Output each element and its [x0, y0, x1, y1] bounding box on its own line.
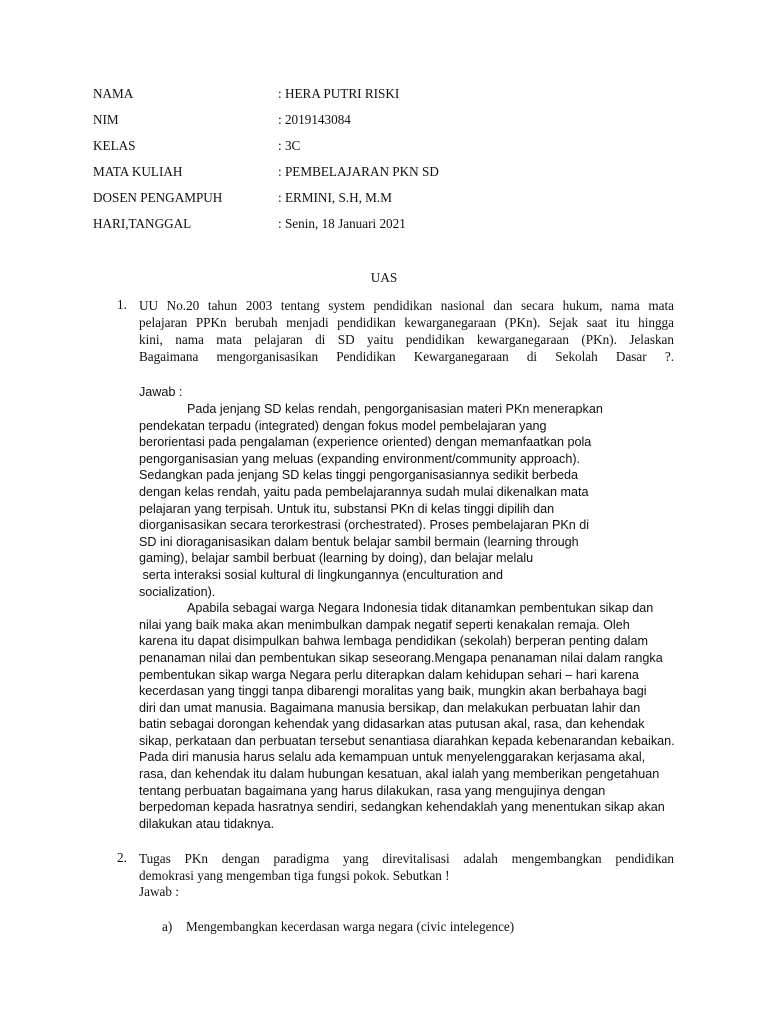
answer-line: diri dan umat manusia. Bagaimana manusia bersikap, dan melakukan perbuatan lahir dan — [139, 700, 641, 715]
answer-line: dengan kelas rendah, yaitu pada pembelajarannya sudah mulai dikenalkan mata — [139, 484, 589, 499]
value-nama: : HERA PUTRI RISKI — [278, 86, 400, 101]
answer-line: SD ini dioraganisasikan dalam bentuk belajar sambil bermain (learning through — [139, 534, 579, 549]
answer-line: kecerdasan yang tinggi tanpa dibarengi moralitas yang baik, mungkin akan berbahaya bagi — [139, 684, 647, 699]
question-1-number: 1. — [117, 297, 127, 312]
question-2-line: Tugas PKn dengan paradigma yang direvitalisasi adalah mengembangkan pendidikan — [139, 851, 674, 866]
info-row-dosen — [93, 190, 693, 216]
answer-line: Apabila sebagai warga Negara Indonesia tidak ditanamkan pembentukan sikap dan — [187, 601, 654, 616]
answer-line: Pada jenjang SD kelas rendah, pengorganisasian materi PKn menerapkan — [187, 402, 603, 416]
label-mata-kuliah: MATA KULIAH — [93, 164, 183, 179]
document-title: UAS — [370, 270, 398, 285]
answer-line: rasa, dan kehendak itu dalam hubungan kesatuan, akal ialah yang memberikan pengetahuan — [139, 767, 660, 782]
value-dosen: : ERMINI, S.H, M.M — [278, 190, 392, 205]
answer-line: tentang perbuatan bagaimana yang harus dilakukan, rasa yang mengujinya dengan — [139, 783, 606, 798]
question-1-line: Bagaimana mengorganisasikan Pendidikan Kewarganegaraan di Sekolah Dasar ?. — [139, 349, 674, 364]
label-dosen: DOSEN PENGAMPUH — [93, 190, 223, 205]
answer-line: Sedangkan pada jenjang SD kelas tinggi pengorganisasiannya sedikit berbeda — [139, 468, 578, 483]
answer-line: pendekatan terpadu (integrated) dengan fokus model pembelajaran yang — [139, 418, 547, 433]
answer-line: serta interaksi sosial kultural di lingkungannya (enculturation and — [139, 567, 504, 582]
question-1-answer — [139, 401, 679, 832]
label-kelas: KELAS — [93, 138, 136, 153]
answer-line: pelajaran yang terpisah. Untuk itu, substansi PKn di kelas tinggi dipilih dan — [139, 501, 555, 516]
answer-line: sikap, perkataan dan perbuatan tersebut senantiasa diarahkan kepada kebenarandan kebaikan. — [139, 733, 675, 748]
question-2-line: demokrasi yang mengemban tiga fungsi pokok. Sebutkan ! — [139, 868, 450, 883]
answer-item-text: Mengembangkan kecerdasan warga negara (civic intelegence) — [186, 919, 515, 934]
question-2-number: 2. — [117, 850, 127, 865]
answer-line: gaming), belajar sambil berbuat (learning by doing), dan belajar melalu — [139, 551, 534, 566]
value-hari-tanggal: : Senin, 18 Januari 2021 — [278, 216, 406, 231]
answer-line: berpedoman kepada hasratnya sendiri, sedangkan kehendaklah yang menentukan sikap akan — [139, 800, 665, 815]
answer-line: nilai yang baik maka akan menimbulkan dampak negatif seperti kenakalan remaja. Oleh — [139, 617, 630, 632]
info-row-nim — [93, 112, 693, 138]
value-kelas: : 3C — [278, 138, 301, 153]
answer-line: diorganisasikan secara terorkestrasi (orchestrated). Proses pembelajaran PKn di — [139, 518, 590, 533]
label-nim: NIM — [93, 112, 119, 127]
answer-line: Pada diri manusia harus selalu ada kemampuan untuk menyelenggarakan kerjasama akal, — [139, 750, 646, 765]
answer-line: dilakukan atau tidaknya. — [139, 816, 275, 831]
student-info-table — [93, 86, 693, 242]
info-row-kelas — [93, 138, 693, 164]
question-1-jawab-label: Jawab : — [139, 385, 183, 399]
info-row-mata-kuliah — [93, 164, 693, 190]
question-1-line: pelajaran PPKn berubah menjadi pendidikan kewarganegaraan (PKn). Sejak saat itu hingga — [139, 315, 674, 330]
question-2-text — [139, 850, 674, 884]
answer-line: socialization). — [139, 584, 216, 599]
question-1-line: UU No.20 tahun 2003 tentang system pendidikan nasional dan secara hukum, nama mata — [139, 298, 674, 313]
answer-line: karena itu dapat disimpulkan bahwa lembaga pendidikan (sekolah) berperan penting dalam — [139, 634, 648, 649]
answer-line: penanaman nilai dan pembentukan sikap seseorang.Mengapa penanaman nilai dalam rangka — [139, 650, 663, 665]
answer-line: pengorganisasian yang meluas (expanding environment/community approach). — [139, 451, 581, 466]
answer-line: berorientasi pada pengalaman (experience oriented) dengan memanfaatkan pola — [139, 435, 592, 450]
label-hari-tanggal: HARI,TANGGAL — [93, 216, 192, 231]
answer-item-marker: a) — [162, 919, 173, 934]
label-nama: NAMA — [93, 86, 134, 101]
answer-line: batin sebagai dorongan kehendak yang didasarkan atas putusan akal, rasa, dan kehendak — [139, 717, 645, 732]
question-2-jawab-label: Jawab : — [139, 884, 179, 899]
info-row-nama — [93, 86, 693, 112]
info-row-hari-tanggal — [93, 216, 693, 242]
question-1-text — [139, 297, 674, 365]
answer-line: pembentukan sikap warga Negara perlu diterapkan dalam kehidupan sehari – hari karena — [139, 667, 639, 682]
question-1-line: kini, nama mata pelajaran di SD yaitu pendidikan kewarganegaraan (PKn). Jelaskan — [139, 332, 674, 347]
value-mata-kuliah: : PEMBELAJARAN PKN SD — [278, 164, 439, 179]
value-nim: : 2019143084 — [278, 112, 351, 127]
